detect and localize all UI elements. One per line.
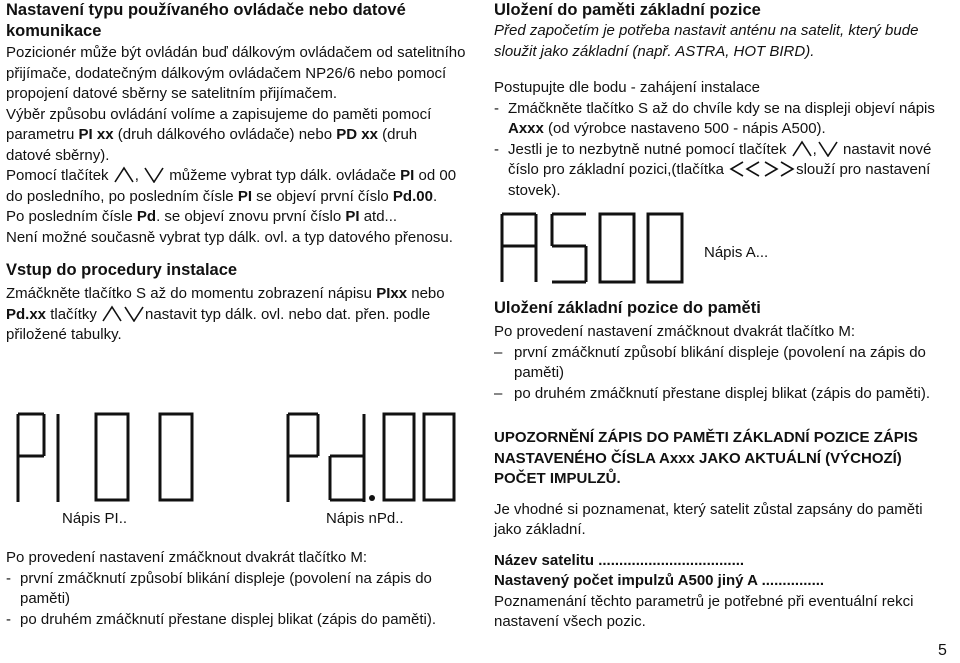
list-item: - Zmáčkněte tlačítko S až do chvíle kdy se na displeji objeví nápis Axxx (od výrobce nastaveno 500 - nápis A500). — [494, 99, 935, 137]
paragraph-intro: Pozicionér může být ovládán buď dálkovým ovládačem od satelitního přijímače, dodatečným dálkovým ovládačem NP26/6 nebo pomocí propojení datové sběrny se satelitním přijímačem. — [6, 44, 466, 102]
down-arrow-icon — [817, 140, 839, 157]
right-warning-block — [494, 428, 954, 633]
display-a500 — [498, 212, 688, 284]
paragraph-not-possible: Není možné současně vybrat typ dálk. ovl. a typ datového přenosu. — [6, 228, 453, 246]
list-item: - Jestli je to nezbytně nutné pomocí tlačítek , nastavit nové číslo pro základní pozici,(tlačítka slouží pro nastavení stovek). — [494, 140, 932, 199]
field-impulse-count: Nastavený počet impulzů A500 jiný A ............... — [494, 572, 825, 589]
left-column — [6, 0, 466, 346]
caption-pi: Nápis PI.. — [62, 510, 128, 527]
list-item: – první zmáčknutí způsobí blikání displeje (povolení na zápis do paměti) — [494, 343, 926, 381]
paragraph-press-m: Po provedení nastavení zmáčknout dvakrát tlačítko M: — [6, 549, 368, 566]
double-right-arrow-icon — [762, 160, 796, 177]
paragraph-note: Je vhodné si poznamenat, který satelit zůstal zapsány do paměti jako základní. — [494, 500, 923, 538]
list-press-m-right — [494, 343, 954, 405]
heading-device-type: Nastavení typu používaného ovládače nebo datové komunikace — [6, 1, 406, 40]
page-number: 5 — [938, 642, 947, 659]
heading-store-to-memory: Uložení základní pozice do paměti — [494, 299, 761, 317]
left-bottom-block — [6, 548, 466, 630]
paragraph-press-m-right: Po provedení nastavení zmáčknout dvakrát tlačítko M: — [494, 323, 856, 340]
caption-a: Nápis A... — [704, 244, 769, 261]
heading-install-procedure: Vstup do procedury instalace — [6, 261, 238, 279]
paragraph-after-last: Po posledním čísle Pd. se objeví znovu první číslo PI atd... — [6, 208, 398, 225]
down-arrow-icon — [143, 166, 165, 183]
field-satellite-name: Název satelitu ................................... — [494, 551, 745, 569]
right-column — [494, 0, 954, 201]
double-left-arrow-icon — [728, 160, 762, 177]
display-pi00 — [14, 412, 204, 504]
paragraph-before-start: Před započetím je potřeba nastavit anténu na satelit, který bude sloužit jako základní (např. ASTRA, HOT BIRD). — [494, 22, 919, 60]
down-arrow-icon — [123, 305, 145, 322]
list-press-m — [6, 569, 466, 631]
display-pd00 — [284, 412, 464, 504]
list-item: - první zmáčknutí způsobí blikání displeje (povolení na zápis do paměti) — [6, 569, 432, 607]
right-store-block — [494, 298, 954, 404]
paragraph-pi-pd: Výběr způsobu ovládání volíme a zapisujeme do paměti pomocí parametru PI xx (druh dálkového ovládače) nebo PD xx (druh datové sběrny). — [6, 105, 432, 164]
paragraph-press-s: Zmáčkněte tlačítko S až do momentu zobrazení nápisu PIxx nebo Pd.xx tlačítky nastavit typ dálk. ovl. nebo dat. přen. podle přiložené tabulky. — [6, 285, 445, 343]
paragraph-buttons: Pomocí tlačítek , můžeme vybrat typ dálk. ovládače PI od 00 do posledního, po posledním čísle PI se objeví první číslo Pd.00. — [6, 167, 457, 205]
up-arrow-icon — [791, 140, 813, 157]
caption-npd: Nápis nPd.. — [326, 510, 404, 527]
up-arrow-icon — [113, 166, 135, 183]
paragraph-recording: Poznamenání těchto parametrů je potřebné při eventuální rekci nastavení všech pozic. — [494, 592, 914, 630]
list-steps — [494, 99, 954, 202]
heading-store-base: Uložení do paměti základní pozice — [494, 1, 761, 19]
list-item: - po druhém zmáčknutí přestane displej blikat (zápis do paměti). — [6, 610, 437, 628]
warning-text: UPOZORNĚNÍ ZÁPIS DO PAMĚTI ZÁKLADNÍ POZICE ZÁPIS NASTAVENÉHO ČÍSLA Axxx JAKO AKTUÁLNÍ (VÝCHOZÍ) POČET IMPULZŮ. — [494, 429, 918, 487]
paragraph-follow: Postupujte dle bodu - zahájení instalace — [494, 79, 761, 96]
list-item: – po druhém zmáčknutí přestane displej blikat (zápis do paměti). — [494, 384, 931, 402]
up-arrow-icon — [101, 305, 123, 322]
